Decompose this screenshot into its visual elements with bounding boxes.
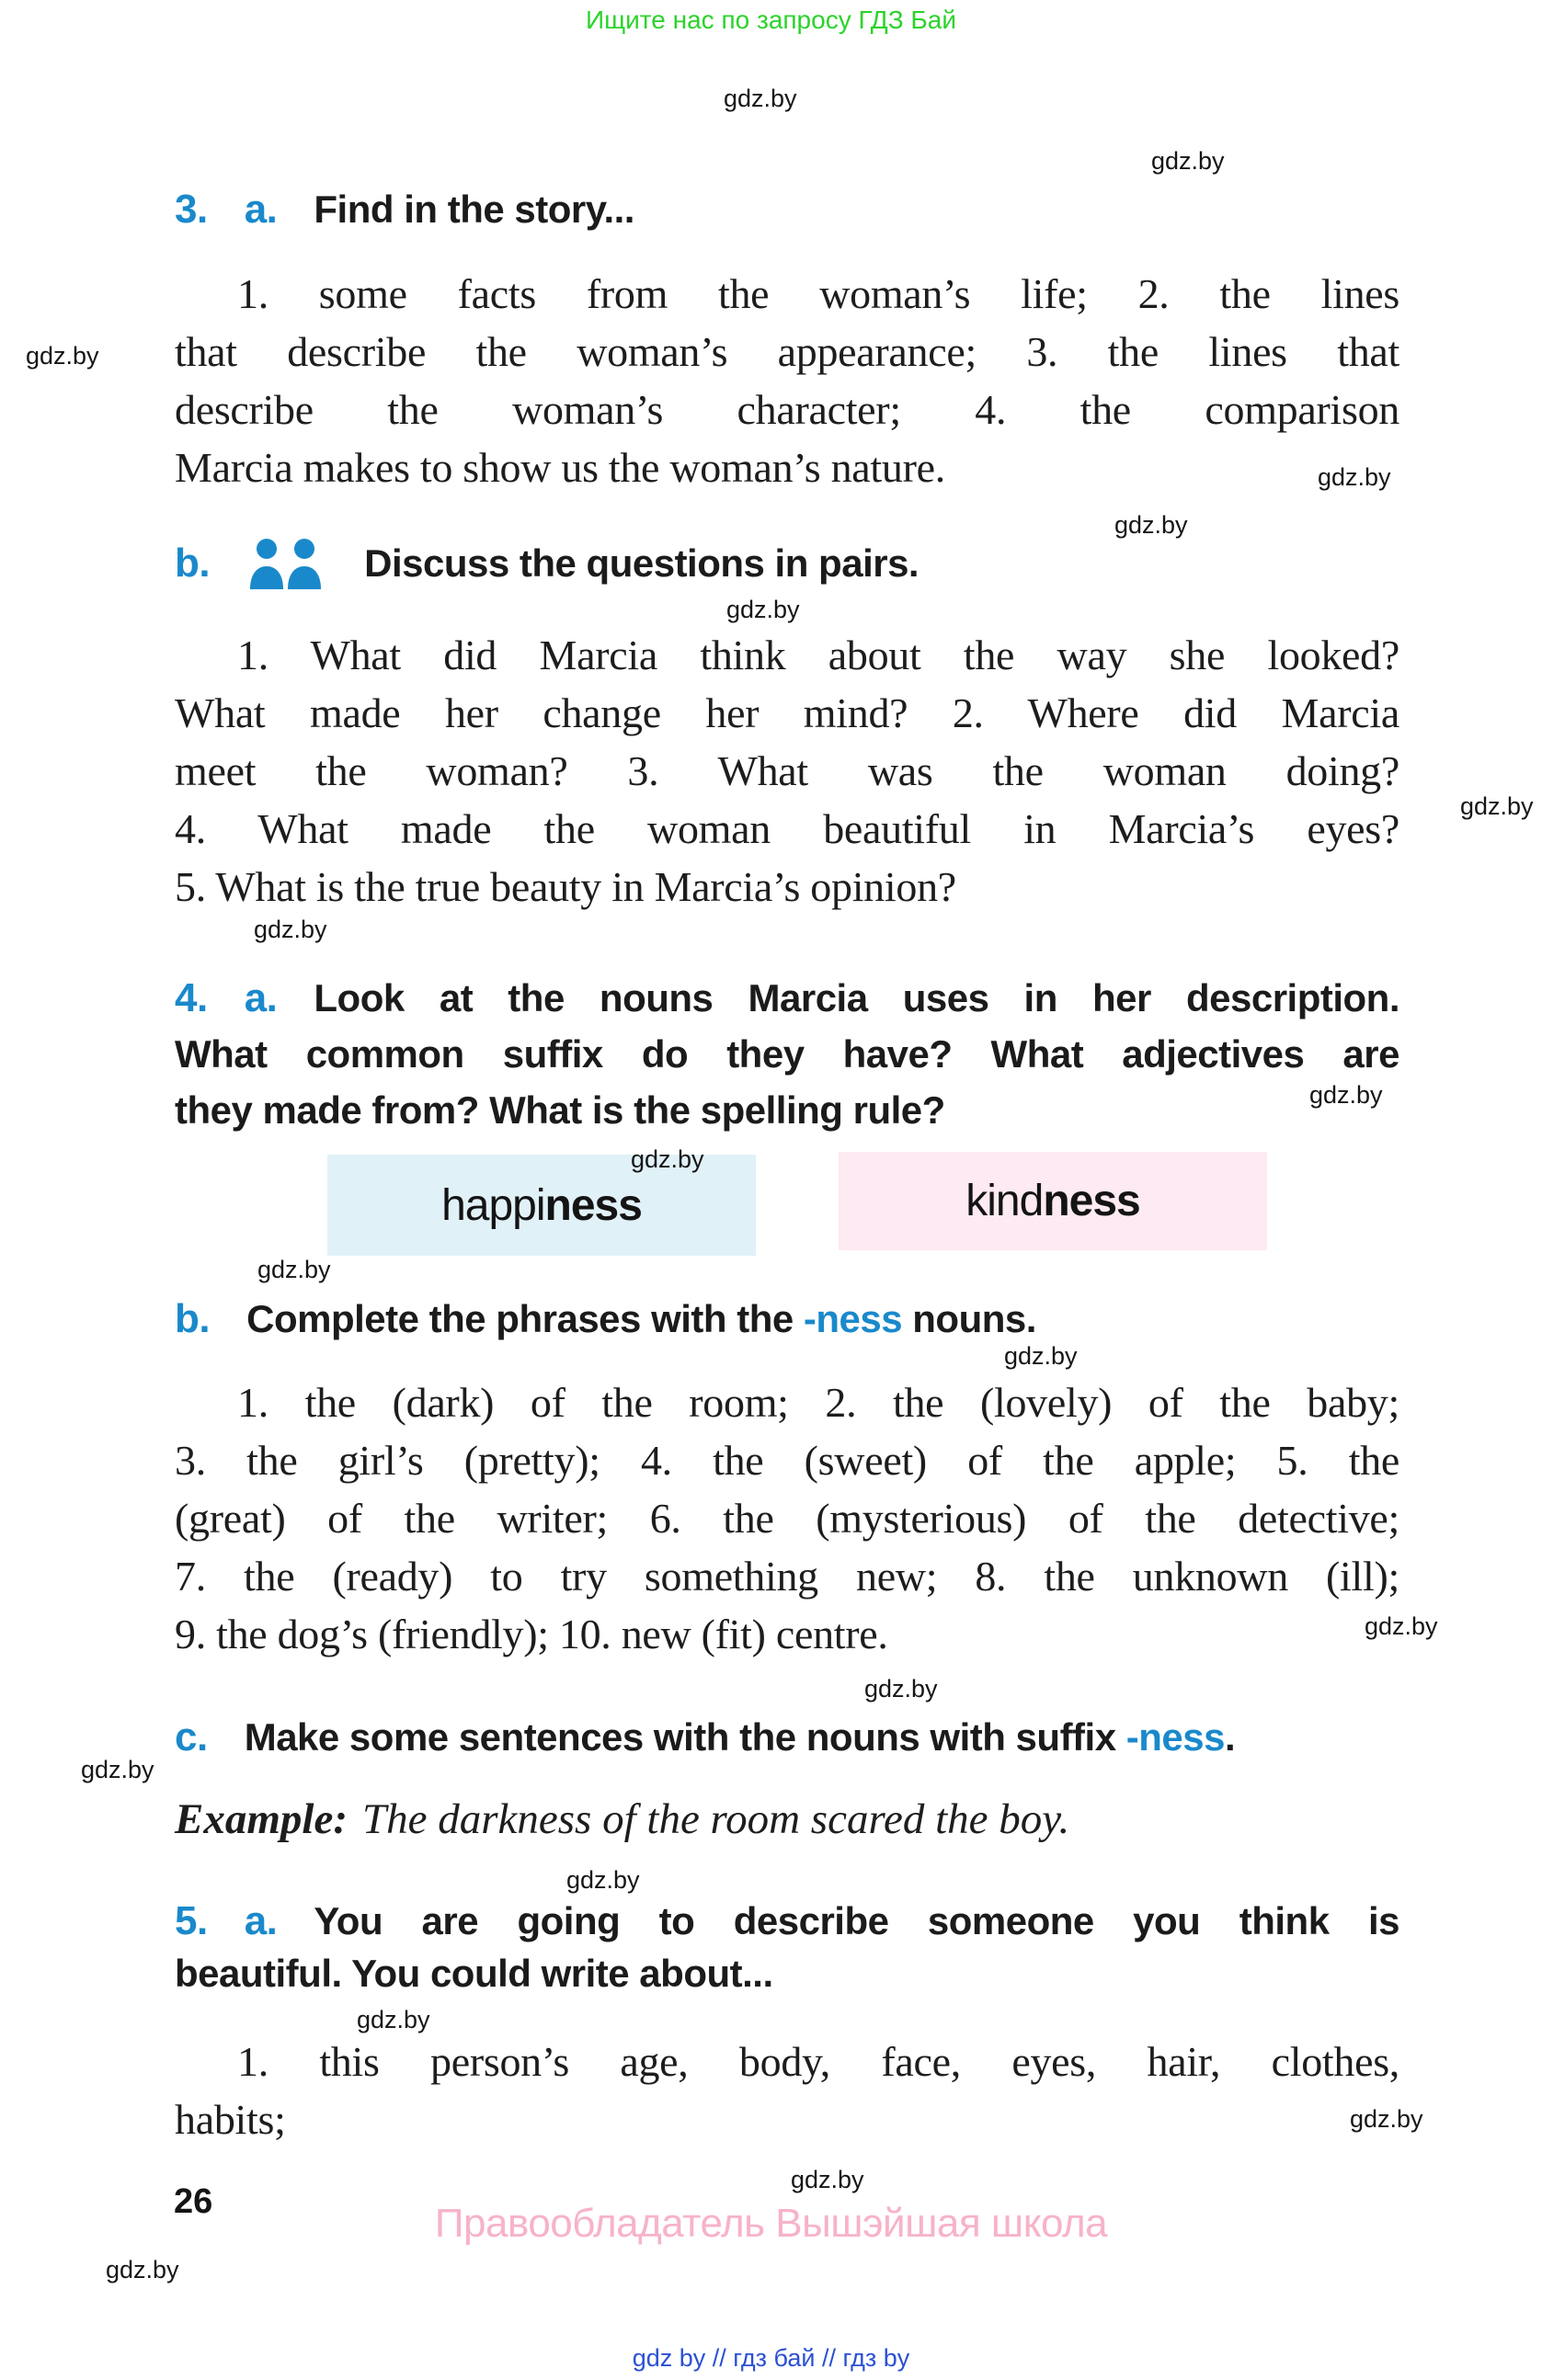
text-line: What made her change her mind? 2. Where did Marcia — [175, 689, 1399, 736]
title-text: . — [1224, 1715, 1236, 1759]
text-line: meet the woman? 3. What was the woman doing? — [175, 747, 1399, 794]
exercise-number: 4. — [175, 975, 208, 1020]
gdz-watermark: gdz.by — [81, 1756, 154, 1783]
exercise-number: 3. — [175, 187, 208, 232]
exercise-4a-heading — [175, 970, 1399, 1138]
exercise-title: Find in the story... — [314, 188, 634, 231]
example-sentence — [175, 1794, 1462, 1844]
exercise-title — [246, 1297, 1036, 1340]
text-line: 3. the girl’s (pretty); 4. the (sweet) of the apple; 5. the — [175, 1437, 1399, 1484]
heading-line — [175, 970, 1399, 1026]
noun-stem: happi — [441, 1180, 545, 1230]
text-line: habits; — [175, 2096, 286, 2143]
gdz-watermark: gdz.by — [1460, 792, 1534, 820]
pair-work-icon — [250, 539, 322, 605]
example-label: Example: — [175, 1795, 348, 1843]
exercise-4c-heading — [175, 1709, 1399, 1765]
gdz-watermark: gdz.by — [1318, 463, 1391, 491]
heading-line: they made from? What is the spelling rule? — [175, 1088, 945, 1132]
title-text: Make some sentences with the nouns with suffix — [244, 1715, 1126, 1759]
gdz-watermark: gdz.by — [26, 342, 99, 370]
gdz-watermark: gdz.by — [257, 1256, 331, 1283]
exercise-title: Look at the nouns Marcia uses in her description. — [314, 976, 1399, 1019]
gdz-watermark: gdz.by — [1114, 511, 1188, 539]
text-line: describe the woman’s character; 4. the comparison — [175, 386, 1399, 433]
text-line: Marcia makes to show us the woman’s nature. — [175, 444, 945, 491]
exercise-5a-heading — [175, 1895, 1399, 1999]
exercise-4b-phrases — [175, 1373, 1399, 1663]
title-text: nouns. — [902, 1297, 1036, 1340]
text-line: that describe the woman’s appearance; 3. the lines that — [175, 328, 1399, 375]
copyright-notice: Правообладатель Вышэйшая школа — [434, 2201, 1108, 2246]
gdz-watermark: gdz.by — [1309, 1081, 1383, 1109]
gdz-watermark: gdz.by — [106, 2256, 179, 2283]
noun-suffix: ness — [1043, 1177, 1140, 1225]
heading-line: What common suffix do they have? What adjectives are — [175, 1032, 1399, 1076]
page-number: 26 — [174, 2182, 213, 2221]
heading-line — [175, 1895, 1399, 1947]
exercise-title: You are going to describe someone you think is — [314, 1899, 1399, 1942]
exercise-letter: a. — [244, 975, 278, 1020]
footer-links[interactable]: gdz by // гдз бай // гдз by — [632, 2344, 910, 2372]
ness-suffix: -ness — [803, 1297, 903, 1340]
gdz-watermark: gdz.by — [357, 2006, 430, 2033]
exercise-letter: a. — [244, 187, 278, 232]
exercise-title: Discuss the questions in pairs. — [364, 541, 919, 585]
gdz-watermark: gdz.by — [864, 1675, 938, 1702]
exercise-letter: b. — [175, 1296, 211, 1341]
gdz-watermark: gdz.by — [631, 1145, 704, 1173]
exercise-letter: b. — [175, 541, 211, 586]
gdz-watermark: gdz.by — [1365, 1612, 1438, 1640]
exercise-4b-heading — [175, 1291, 1399, 1347]
exercise-3b-heading — [175, 535, 1399, 605]
gdz-watermark: gdz.by — [724, 85, 797, 112]
exercise-5a-items — [175, 2033, 1399, 2148]
promo-banner-text: Ищите нас по запросу ГДЗ Бай — [585, 6, 957, 34]
gdz-watermark: gdz.by — [254, 916, 327, 943]
text-line: 1. What did Marcia think about the way she looked? — [237, 632, 1399, 678]
text-line: 4. What made the woman beautiful in Marcia’s eyes? — [175, 805, 1399, 852]
text-line: 1. the (dark) of the room; 2. the (lovely) of the baby; — [237, 1379, 1399, 1426]
exercise-letter: c. — [175, 1714, 208, 1759]
text-line: 7. the (ready) to try something new; 8. the unknown (ill); — [175, 1553, 1399, 1600]
exercise-3b-questions — [175, 626, 1399, 916]
kindness-box — [839, 1152, 1267, 1250]
text-line: (great) of the writer; 6. the (mysterious) of the detective; — [175, 1495, 1399, 1542]
exercise-number: 5. — [175, 1898, 208, 1943]
text-line: 9. the dog’s (friendly); 10. new (fit) centre. — [175, 1611, 888, 1657]
exercise-letter: a. — [244, 1898, 278, 1943]
title-text: Complete the phrases with the — [246, 1297, 804, 1340]
gdz-watermark: gdz.by — [566, 1866, 640, 1894]
text-line: 1. this person’s age, body, face, eyes, hair, clothes, — [237, 2038, 1399, 2085]
gdz-watermark: gdz.by — [1151, 147, 1225, 175]
exercise-3a-tasks — [175, 265, 1399, 496]
text-line: 1. some facts from the woman’s life; 2. the lines — [237, 270, 1399, 317]
ness-suffix: -ness — [1125, 1715, 1225, 1759]
gdz-watermark: gdz.by — [1004, 1342, 1078, 1370]
exercise-3a-heading — [175, 181, 1399, 237]
gdz-watermark: gdz.by — [726, 596, 800, 623]
exercise-title — [245, 1715, 1235, 1759]
noun-suffix: ness — [544, 1180, 642, 1230]
text-line: 5. What is the true beauty in Marcia’s opinion? — [175, 863, 956, 910]
example-text: The darkness of the room scared the boy. — [361, 1795, 1070, 1843]
gdz-watermark: gdz.by — [1350, 2105, 1423, 2133]
heading-line: beautiful. You could write about... — [175, 1952, 773, 1995]
noun-stem: kind — [965, 1177, 1044, 1225]
gdz-watermark: gdz.by — [791, 2166, 864, 2193]
